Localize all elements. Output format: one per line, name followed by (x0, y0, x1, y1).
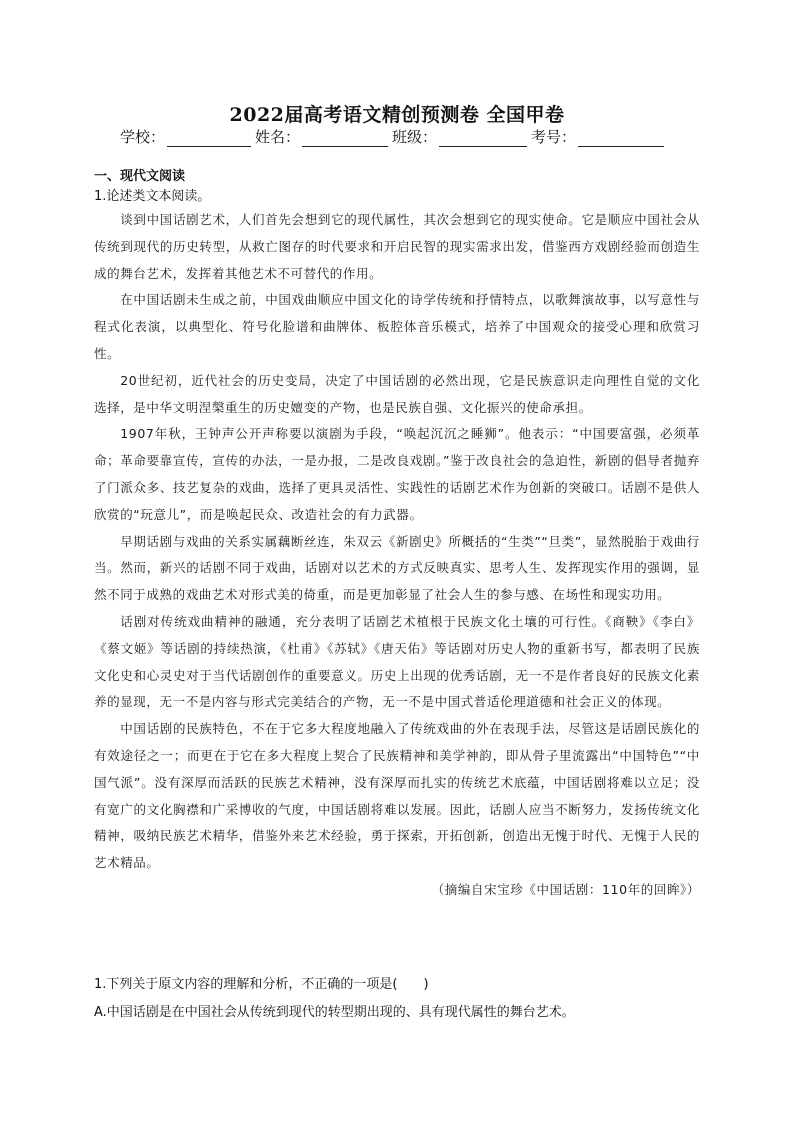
class-blank (439, 130, 527, 147)
school-field (120, 126, 251, 147)
passage-paragraph: 谈到中国话剧艺术，人们首先会想到它的现代属性，其次会想到它的现实使命。它是顺应中国社会从传统到现代的历史转型，从救亡图存的时代要求和开启民智的现实需求出发，借鉴西方戏剧经验而创造生成的舞台艺术，发挥着其他艺术不可替代的作用。 (94, 212, 700, 281)
option-a: A.中国话剧是在中国社会从传统到现代的转型期出现的、具有现代属性的舞台艺术。 (94, 1005, 575, 1020)
class-field (392, 126, 527, 147)
name-field (255, 126, 388, 147)
name-blank (302, 130, 388, 147)
question-intro: 1.论述类文本阅读。 (94, 189, 211, 204)
exam-number-blank (578, 130, 664, 147)
passage-paragraph: 1907年秋，王钟声公开声称要以演剧为手段，“唤起沉沉之睡狮”。他表示：“中国要富强，必须革命；革命要靠宣传，宣传的办法，一是办报，二是改良戏剧。”鉴于改良社会的急迫性，新剧的倡导者抛弃了门派众多、技艺复杂的戏曲，选择了更具灵活性、实践性的话剧艺术作为创新的突破口。话剧不是供人欣赏的“玩意儿”，而是唤起民众、改造社会的有力武器。 (94, 426, 700, 522)
exam-number-field (531, 126, 664, 147)
passage-paragraph: 中国话剧的民族特色，不在于它多大程度地融入了传统戏曲的外在表现手法，尽管这是话剧民族化的有效途径之一；而更在于它在多大程度上契合了民族精神和美学神韵，即从骨子里流露出“中国特色”“中国气派”。没有深厚而活跃的民族艺术精神，没有深厚而扎实的传统艺术底蕴，中国话剧将难以立足；没有宽广的文化胸襟和广采博收的气度，中国话剧将难以发展。因此，话剧人应当不断努力，发扬传统文化精神，吸纳民族艺术精华，借鉴外来艺术经验，勇于探索，开拓创新，创造出无愧于时代、无愧于人民的艺术精品。 (94, 721, 700, 871)
passage-source: （摘编自宋宝珍《中国话剧：110年的回眸》） (431, 881, 700, 897)
class-label: 班级： (392, 128, 438, 146)
exam-title: 2022届高考语文精创预测卷 全国甲卷 (229, 104, 565, 126)
passage-paragraph: 话剧对传统戏曲精神的融通，充分表明了话剧艺术植根于民族文化土壤的可行性。《商鞅》《李白》《蔡文姬》等话剧的持续热演，《杜甫》《苏轼》《唐天佑》等话剧对历史人物的重新书写，都表明了民族文化史和心灵史对于当代话剧创作的重要意义。历史上出现的优秀话剧，无一不是作者良好的民族文化素养的显现，无一不是内容与形式完美结合的产物，无一不是中国式普适伦理道德和社会正义的体现。 (94, 613, 700, 710)
question-1 (94, 971, 700, 1027)
exam-number-label: 考号： (531, 128, 577, 146)
passage-paragraph: 20世纪初，近代社会的历史变局，决定了中国话剧的必然出现，它是民族意识走向理性自觉的文化选择，是中华文明涅槃重生的历史嬗变的产物，也是民族自强、文化振兴的使命承担。 (94, 372, 700, 415)
section-heading: 一、现代文阅读 (94, 169, 186, 184)
question-stem: 1.下列关于原文内容的理解和分析，不正确的一项是( ) (94, 977, 429, 992)
school-label: 学校： (120, 128, 166, 146)
reading-passage (94, 207, 700, 904)
passage-paragraph: 早期话剧与戏曲的关系实属藕断丝连，朱双云《新剧史》所概括的“生类”“旦类”，显然脱胎于戏曲行当。然而，新兴的话剧不同于戏曲，话剧对以艺术的方式反映真实、思考人生、发挥现实作用的强调，显然不同于成熟的戏曲艺术对形式美的倚重，而是更加彰显了社会人生的参与感、在场性和现实功用。 (94, 533, 700, 603)
student-info-row (120, 126, 680, 147)
name-label: 姓名： (255, 128, 301, 146)
school-blank (167, 130, 251, 147)
passage-paragraph: 在中国话剧未生成之前，中国戏曲顺应中国文化的诗学传统和抒情特点，以歌舞演故事，以写意性与程式化表演，以典型化、符号化脸谱和曲牌体、板腔体音乐模式，培养了中国观众的接受心理和欣赏习性。 (94, 292, 700, 361)
